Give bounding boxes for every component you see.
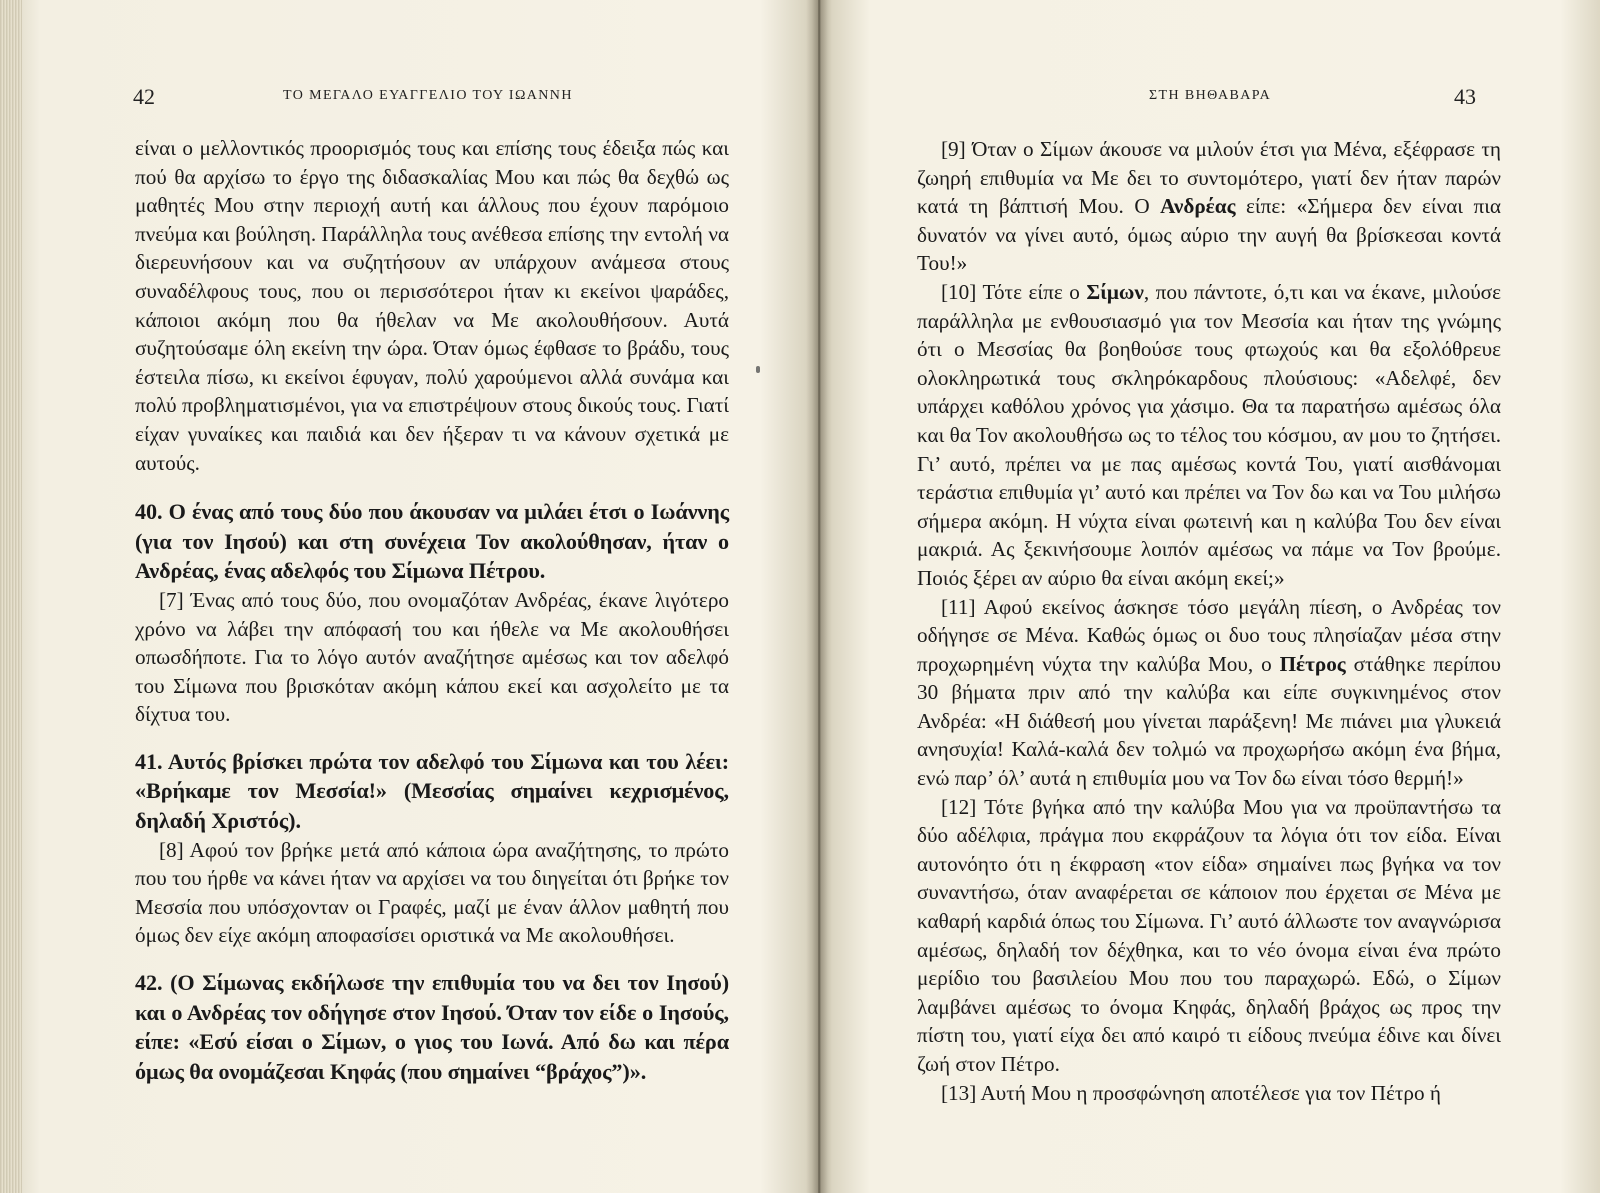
verse-number-8: [8] xyxy=(159,837,184,862)
verse-number-10: [10] xyxy=(941,279,977,304)
left-text-block xyxy=(135,134,729,1086)
verse-heading-42: 42. (Ο Σίμωνας εκδήλωσε την επιθυμία του να δει τον Ιησού) και ο Ανδρέας τον οδήγησε στον Ιησού. Όταν τον είδε ο Ιησούς, είπε: «Εσύ είσαι ο Σίμων, ο γιος του Ιωνά. Από δω και πέρα όμως θα ονομάζεσαι Κηφάς (που σημαίνει “βράχος”)». xyxy=(135,970,729,1084)
paragraph-7 xyxy=(135,586,729,729)
running-head-right: ΣΤΗ ΒΗΘΑΒΑΡΑ xyxy=(1149,88,1272,103)
verse-number-9: [9] xyxy=(941,137,966,161)
paragraph-intro: είναι ο μελλοντικός προορισμός τους και επίσης τους έδειξα πώς και πού θα αρχίσω το έργο της διδασκαλίας Μου και πώς θα δεχθώ ως μαθητές Μου στην περιοχή αυτή και άλλους που έχουν παρόμοιο πνεύμα και βούληση. Παράλληλα τους ανέθεσα επίσης την εντολή να διερευνήσουν και να συζητήσουν αν υπάρχουν ανάμεσα στους συναδέλφους τους, που οι περισσότεροι ήταν κι εκείνοι ψαράδες, κάποιοι ακόμη που θα ήθελαν να Με ακολουθήσουν. Αυτά συζητούσαμε όλη εκείνη την ώρα. Όταν όμως έφθασε το βράδυ, τους έστειλα πίσω, κι εκείνοι έφυγαν, πολύ χαρούμενοι αλλά συνάμα και πολύ προβληματισμένοι, για να επιστρέψουν στους δικούς τους. Γιατί είχαν γυναίκες και παιδιά και δεν ήξεραν τι να κάνουν σχετικά με αυτούς. xyxy=(135,136,729,475)
page-number-left: 42 xyxy=(133,84,155,109)
running-head-left: ΤΟ ΜΕΓΑΛΟ ΕΥΑΓΓΕΛΙΟ ΤΟΥ ΙΩΑΝΝΗ xyxy=(283,88,573,103)
right-text-block xyxy=(917,135,1501,1107)
paragraph-12 xyxy=(917,793,1501,1079)
verse-heading-40: 40. Ο ένας από τους δύο που άκουσαν να μιλάει έτσι ο Ιωάννης (για τον Ιησού) και στη συνέχεια Τον ακολούθησαν, ήταν ο Ανδρέας, ένας αδελφός του Σίμωνα Πέτρου. xyxy=(135,499,729,584)
paragraph-10 xyxy=(917,278,1501,593)
paragraph-10-text-a: Τότε είπε ο xyxy=(982,279,1080,304)
paragraph-13 xyxy=(917,1079,1501,1108)
paragraph-9 xyxy=(917,135,1501,278)
paragraph-13-text: Αυτή Μου η προσφώνηση αποτέλεσε για τον Πέτρο ή xyxy=(980,1080,1441,1105)
paragraph-10-text-b: , που πάντοτε, ό,τι και να έκανε, μιλούσε παράλληλα με ενθουσιασμό για τον Μεσσία και ήταν της γνώμης ότι ο Μεσσίας θα βοηθούσε τους φτωχούς και θα εξολόθρευε ολοκληρωτικά τους σκληρόκαρδους πλούσιους: «Αδελφέ, δεν υπάρχει καθόλου χρόνος για χάσιμο. Θα τα παρατήσω αμέσως όλα και θα Τον ακολουθήσω ως το τέλος του κόσμου, αν μου το ζητήσει. Γι’ αυτό, πρέπει να με πας αμέσως κοντά Του, γιατί αισθάνομαι τεράστια επιθυμία γι’ αυτό και πρέπει να Τον δω και να Του μιλήσω σήμερα ακόμη. Η νύχτα είναι φωτεινή και η καλύβα Του δεν είναι μακριά. Ας ξεκινήσουμε λοιπόν αμέσως να πάμε να Τον βρούμε. Ποιός ξέρει αν αύριο θα είναι ακόμη εκεί;» xyxy=(917,279,1501,590)
paragraph-8-text: Αφού τον βρήκε μετά από κάποια ώρα αναζήτησης, το πρώτο που του ήρθε να κάνει ήταν να αρχίσει να του διηγείται ότι βρήκε τον Μεσσία που υπόσχονταν οι Γραφές, μαζί με έναν άλλον μαθητή που όμως δεν είχε ακόμη αποφασίσει οριστικά να Με ακολουθήσει. xyxy=(135,837,729,948)
print-speck xyxy=(756,366,760,373)
paragraph-11-text-a: Αφού εκείνος άσκησε τόσο μεγάλη πίεση, ο Ανδρέας τον οδήγησε σε Μένα. Καθώς όμως οι δυο τους πλησίαζαν μέσα στην προχωρημένη νύχτα την καλύβα Μου, ο xyxy=(917,594,1501,676)
page-number-right: 43 xyxy=(1454,84,1476,109)
paragraph-8 xyxy=(135,836,729,950)
paragraph-12-text: Τότε βγήκα από την καλύβα Μου για να προϋπαντήσω τα δύο αδέλφια, πράγμα που εκφράζουν τα λόγια ότι τον είδα. Είναι αυτονόητο ότι η έκφραση «τον είδα» σημαίνει πως βγήκα να τον συναντήσω, όταν αναφέρεται σε κάποιον που έρχεται σε Μένα με καθαρή καρδιά όπως του Σίμωνα. Γι’ αυτό άλλωστε τον αναγνώρισα αμέσως, δηλαδή τον δέχθηκα, και το νέο όνομα είναι ένα πρώτο μερίδιο του βασιλείου Μου που του παραχωρώ. Εδώ, ο Σίμων λαμβάνει αμέσως το όνομα Κηφάς, δηλαδή βράχος ως προς την πίστη του, γιατί είχα δει από καιρό τι είδους πνεύμα έδινε και δίνει ζωή στον Πέτρο. xyxy=(917,794,1501,1076)
paragraph-9-text-b: είπε: «Σήμερα δεν είναι πια δυνατόν να γίνει αυτό, όμως αύριο την αυγή θα βρίσκεσαι κοντά Του!» xyxy=(917,194,1502,276)
name-simon: Σίμων xyxy=(1086,279,1144,304)
verse-number-13: [13] xyxy=(941,1080,977,1105)
right-page xyxy=(820,0,1600,1193)
paragraph-7-text: Ένας από τους δύο, που ονομαζόταν Ανδρέας, έκανε λιγότερο χρόνο να λάβει την απόφασή του και ήθελε να Με ακολουθήσει οπωσδήποτε. Για το λόγο αυτόν αναζήτησε αμέσως και τον αδελφό του Σίμωνα που βρισκόταν ακόμη κάπου εκεί και ασχολείτο με τα δίχτυα του. xyxy=(135,587,730,727)
verse-heading-41: 41. Αυτός βρίσκει πρώτα τον αδελφό του Σίμωνα και του λέει: «Βρήκαμε τον Μεσσία!» (Μεσσίας σημαίνει κεχρισμένος, δηλαδή Χριστός). xyxy=(135,748,729,834)
name-petros: Πέτρος xyxy=(1279,651,1346,676)
paragraph-11 xyxy=(917,593,1501,793)
verse-number-12: [12] xyxy=(941,794,977,819)
verse-number-7: [7] xyxy=(159,587,184,612)
paragraph-9-text-a: Όταν ο Σίμων άκουσε να μιλούν έτσι για Μένα, εξέφρασε τη ζωηρή επιθυμία να Με δει το συντομότερο, γιατί δεν ήταν παρών κατά τη βάπτισή Μου. Ο xyxy=(917,137,1501,219)
paragraph-11-text-b: στάθηκε περίπου 30 βήματα πριν από την καλύβα και είπε συγκινημένος στον Ανδρέα: «Η διάθεσή μου γίνεται παράξενη! Με πιάνει μια γλυκειά ανησυχία! Καλά-καλά δεν τολμώ να προχωρήσω ακόμη ένα βήμα, ενώ παρ’ όλ’ αυτά η επιθυμία μου να Τον δω είναι τόσο θερμή!» xyxy=(917,651,1501,791)
name-andreas: Ανδρέας xyxy=(1160,194,1236,219)
verse-number-11: [11] xyxy=(941,594,976,619)
